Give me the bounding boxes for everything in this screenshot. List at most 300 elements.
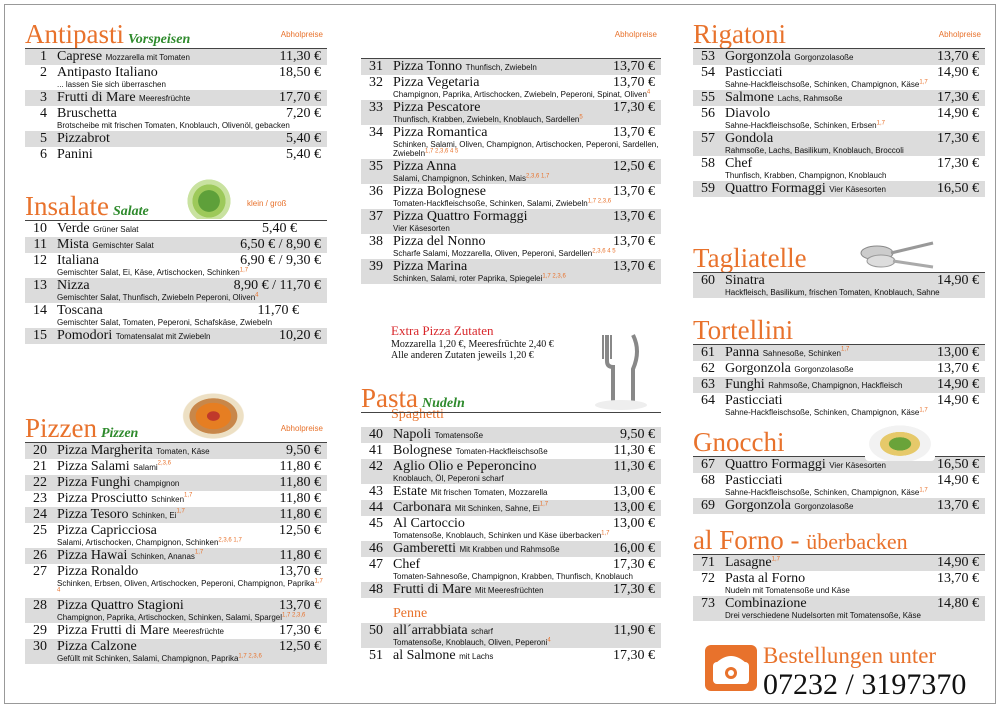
item-number: 20 [33,443,47,458]
item-number: 58 [701,156,715,171]
item-number: 35 [369,159,383,174]
menu-item[interactable] [361,557,661,582]
item-description: ... lassen Sie sich überraschen [57,80,166,89]
item-price: 16,00 € [613,541,655,556]
section-title: Tortellini [693,315,794,345]
menu-item[interactable] [693,273,985,298]
price-column-label: klein / groß [247,199,287,208]
extra-zutaten [391,325,631,361]
item-number: 47 [369,557,383,572]
item-name: Mista [57,237,89,252]
gnocchi-image [865,423,935,461]
item-price: 13,70 € [279,564,321,579]
menu-item[interactable] [693,377,985,393]
item-short-desc: Schinken, Ananas [130,552,195,561]
item-price: 11,30 € [279,49,321,64]
item-price: 5,40 € [286,131,321,146]
menu-item[interactable] [361,75,661,100]
item-number: 4 [40,106,47,121]
item-description: Sahne-Hackfleischsoße, Schinken, Champignon, Käse$^{1,7}$ [725,407,928,417]
item-number: 25 [33,523,47,538]
section-title: al Forno - überbacken [693,525,908,555]
item-short-desc: scharf [471,627,493,636]
item-number: 1 [40,49,47,64]
item-name: Pizza Anna [393,159,457,174]
item-name: Verde [57,221,90,236]
menu-item[interactable] [25,221,327,237]
item-number: 61 [701,345,715,360]
item-name: Pizza Quattro Stagioni [57,598,184,613]
item-short-desc: Vier Käsesorten [829,185,886,194]
item-price: 10,20 € [279,328,321,343]
item-price: 9,50 € [286,443,321,458]
item-description: Nudeln mit Tomatensoße und Käse [725,586,850,595]
item-name: Al Cartoccio [393,516,465,531]
item-price: 11,80 € [279,507,321,522]
item-number: 32 [369,75,383,90]
item-short-desc: Gorgonzolasoße [794,502,854,511]
item-price: 14,80 € [937,596,979,611]
item-name: Pomodori [57,328,113,343]
item-name: Quattro Formaggi [725,181,826,196]
menu-item[interactable] [693,181,985,197]
section-title: Gnocchi [693,427,785,457]
menu-item[interactable] [361,484,661,500]
menu-item[interactable] [25,598,327,623]
item-short-desc: Gorgonzolasoße [794,53,854,62]
item-number: 68 [701,473,715,488]
price-column-label: Abholpreise [614,30,657,39]
menu-section [361,383,661,664]
menu-item[interactable] [693,596,985,621]
item-price: 11,80 € [279,491,321,506]
item-price: 17,70 € [279,90,321,105]
item-number: 30 [33,639,47,654]
item-name: Estate [393,484,428,499]
menu-item[interactable] [25,328,327,344]
item-number: 42 [369,459,383,474]
allergen-note: 4 [547,637,551,644]
menu-item[interactable] [25,459,327,475]
menu-item[interactable] [25,639,327,664]
item-number: 53 [701,49,715,64]
section-title: Pasta Nudeln [361,383,465,413]
order-phone[interactable]: 07232 / 3197370 [763,668,967,701]
item-number: 22 [33,475,47,490]
menu-section [25,413,327,664]
item-name: Lasagne [725,555,772,570]
menu-section [693,427,985,514]
section-subtitle: Salate [112,204,149,219]
menu-section [693,525,985,621]
item-price: 9,50 € [620,427,655,442]
item-number: 62 [701,361,715,376]
item-short-desc: Mit frischen Tomaten, Mozzarella [430,488,548,497]
allergen-note: 1,7 2,3,6 [587,198,612,205]
item-name: Antipasto Italiano [57,65,158,80]
allergen-note: 2,3,6 1,7 [525,173,550,180]
item-name: Bruschetta [57,106,117,121]
item-short-desc: Tomaten, Käse [156,447,210,456]
item-number: 63 [701,377,715,392]
item-name: Bolognese [393,443,453,458]
allergen-note: 2,3,6 4 5 [592,248,616,255]
item-name: Pizza Marina [393,259,468,274]
section-header [25,19,327,49]
allergen-note: 1,7 [601,530,610,537]
menu-item[interactable] [361,648,661,664]
menu-item[interactable] [361,125,661,159]
section-header [693,427,985,457]
item-short-desc: Gemischter Salat [92,241,154,250]
item-number: 69 [701,498,715,513]
item-price: 14,90 € [937,377,979,392]
item-name: Napoli [393,427,432,442]
allergen-note: 1,7 [841,346,850,353]
item-name: Italiana [57,253,99,268]
item-number: 21 [33,459,47,474]
allergen-note: 1,7 [919,79,928,86]
menu-item[interactable] [25,507,327,523]
menu-item[interactable] [361,59,661,75]
item-number: 5 [40,131,47,146]
item-number: 2 [40,65,47,80]
item-number: 12 [33,253,47,268]
section-header [25,191,327,221]
item-price: 17,30 € [937,90,979,105]
extra-title: Extra Pizza Zutaten [391,323,494,338]
item-description: Knoblauch, Öl, Peperoni scharf [393,474,504,483]
item-short-desc: mit Lachs [459,652,494,661]
item-name: Quattro Formaggi [725,457,826,472]
section-subtitle: Pizzen [100,426,139,441]
item-number: 34 [369,125,383,140]
price-column-label: Abholpreise [280,30,323,39]
menu-item[interactable] [693,131,985,156]
menu-page [4,4,996,704]
menu-item[interactable] [693,90,985,106]
item-description: Champignon, Paprika, Artischocken, Zwiebeln, Peperoni, Spinat, Oliven$^4$ [393,89,651,99]
item-description: Thunfisch, Krabben, Zwiebeln, Knoblauch, Sardellen$^5$ [393,114,583,124]
item-price: 12,50 € [613,159,655,174]
item-number: 67 [701,457,715,472]
item-description: Hackfleisch, Basilikum, frischen Tomaten, Knoblauch, Sahne [725,288,940,297]
menu-item[interactable] [361,500,661,516]
menu-item[interactable] [25,237,327,253]
item-description: Gemischter Salat, Thunfisch, Zwiebeln Peperoni, Oliven$^4$ [57,292,259,302]
item-name: Pizza Calzone [57,639,137,654]
item-price: 12,50 € [279,639,321,654]
item-price: 14,90 € [937,473,979,488]
item-description: Rahmsoße, Lachs, Basilikum, Knoblauch, Broccoli [725,146,904,155]
allergen-note: 2,3,6 [157,460,172,467]
item-short-desc: Meeresfrüchte [139,94,191,103]
item-name: Carbonara [393,500,452,515]
item-description: Schinken, Salami, Oliven, Champignon, Artischocken, Peperoni, Sardellen, Zwiebeln$^{1,7 2,3,6 4 5}$ [393,140,659,158]
item-price: 14,90 € [937,555,979,570]
item-name: Chef [725,156,753,171]
menu-item[interactable] [361,259,661,284]
section-header [693,19,985,49]
item-name: Pasta al Forno [725,571,806,586]
salad-image [181,179,237,219]
allergen-note: 1,7 [771,556,780,563]
item-name: Gorgonzola [725,498,791,513]
item-number: 45 [369,516,383,531]
menu-item[interactable] [25,303,327,328]
item-description: Salami, Artischocken, Champignon, Schinken$^{2,3,6 1,7}$ [57,537,242,547]
item-description: Tomaten-Sahnesoße, Champignon, Krabben, Thunfisch, Knoblauch [393,572,634,581]
allergen-note: 1,7 [919,487,928,494]
item-name: Pizza Prosciutto [57,491,148,506]
menu-section [25,191,327,344]
item-name: Pizza Frutti di Mare [57,623,170,638]
item-price: 7,20 € [286,106,321,121]
item-description: Tomatensoße, Knoblauch, Schinken und Käse überbacken$^{1,7}$ [393,530,610,540]
menu-item[interactable] [25,253,327,278]
item-name: Panini [57,147,93,162]
menu-section [693,19,985,197]
item-description: Drei verschiedene Nudelsorten mit Tomatensoße, Käse [725,611,921,620]
menu-item[interactable] [693,49,985,65]
item-short-desc: Thunfisch, Zwiebeln [465,63,537,72]
menu-item[interactable] [361,159,661,184]
item-name: Pizza Margherita [57,443,153,458]
allergen-note: 4 [255,292,259,299]
order-info [763,643,996,701]
item-short-desc: Tomatensalat mit Zwiebeln [115,332,211,341]
item-price: 17,30 € [613,100,655,115]
item-number: 33 [369,100,383,115]
item-description: Gefüllt mit Schinken, Salami, Champignon, Paprika$^{1,7 2,3,6}$ [57,653,262,663]
menu-item[interactable] [361,582,661,598]
menu-item[interactable] [361,623,661,648]
menu-item[interactable] [693,571,985,596]
allergen-note: 1,7 2,3,6 [238,653,262,660]
item-short-desc: Mozzarella mit Tomaten [105,53,190,62]
item-price: 13,70 € [613,184,655,199]
menu-item[interactable] [361,516,661,541]
item-price: 13,70 € [613,125,655,140]
menu-item[interactable] [25,491,327,507]
menu-item[interactable] [693,555,985,571]
menu-item[interactable] [25,443,327,459]
item-short-desc: Rahmsoße, Champignon, Hackfleisch [768,381,903,390]
section-title: Tagliatelle [693,243,807,273]
item-price: 11,80 € [279,459,321,474]
item-name: Gondola [725,131,774,146]
menu-item[interactable] [25,65,327,90]
section-title: Insalate Salate [25,191,149,221]
menu-item[interactable] [361,459,661,484]
item-price: 11,80 € [279,475,321,490]
item-name: Sinatra [725,273,765,288]
menu-item[interactable] [361,234,661,259]
menu-item[interactable] [693,345,985,361]
menu-item[interactable] [361,184,661,209]
phone-icon [705,645,757,691]
item-price: 6,50 € / 8,90 € [240,237,321,252]
item-price: 16,50 € [937,457,979,472]
item-number: 26 [33,548,47,563]
item-price: 17,30 € [613,582,655,597]
menu-item[interactable] [693,457,985,473]
item-short-desc: Lachs, Rahmsoße [777,94,843,103]
item-description: Salami, Champignon, Schinken, Mais$^{2,3,6 1,7}$ [393,173,550,183]
menu-item[interactable] [693,393,985,418]
item-name: all´arrabbiata [393,623,468,638]
section-title-suffix: überbacken [806,529,908,554]
menu-item[interactable] [361,443,661,459]
item-number: 73 [701,596,715,611]
section-header [25,413,327,443]
item-short-desc: Champignon [134,479,180,488]
menu-item[interactable] [25,49,327,65]
item-name: al Salmone [393,648,456,663]
pizza-image [177,389,247,441]
section-header [361,19,661,59]
item-name: Salmone [725,90,774,105]
item-number: 13 [33,278,47,293]
item-number: 36 [369,184,383,199]
item-price: 11,30 € [613,459,655,474]
menu-item[interactable] [25,131,327,147]
item-number: 38 [369,234,383,249]
menu-item[interactable] [693,156,985,181]
item-price: 13,70 € [279,598,321,613]
item-description: Scharfe Salami, Mozzarella, Oliven, Peperoni, Sardellen$^{2,3,6 4 5}$ [393,248,616,258]
item-price: 5,40 € [286,147,321,162]
allergen-note: 1,7 2,3,6 4 5 [425,148,459,155]
item-name: Caprese [57,49,103,64]
item-name: Pizza del Nonno [393,234,486,249]
menu-item[interactable] [25,278,327,303]
menu-item[interactable] [25,564,327,598]
item-name: Pasticciati [725,393,783,408]
item-name: Gorgonzola [725,49,791,64]
menu-item[interactable] [25,90,327,106]
menu-item[interactable] [693,498,985,514]
item-name: Pizza Tonno [393,59,463,74]
item-name: Toscana [57,303,103,318]
item-name: Pizza Hawai [57,548,128,563]
item-price: 13,70 € [937,571,979,586]
item-description: Sahne-Hackfleischsoße, Schinken, Erbsen$^{1,7}$ [725,120,885,130]
item-price: 18,50 € [279,65,321,80]
item-description: Gemischter Salat, Ei, Käse, Artischocken, Schinken$^{1,7}$ [57,267,249,277]
item-price: 11,90 € [613,623,655,638]
item-price: 13,70 € [613,75,655,90]
item-short-desc: Vier Käsesorten [829,461,886,470]
item-number: 23 [33,491,47,506]
item-number: 24 [33,507,47,522]
item-short-desc: Mit Schinken, Sahne, Ei [454,504,540,513]
menu-section [693,243,985,298]
allergen-note: 4 [646,89,651,96]
item-name: Gamberetti [393,541,456,556]
allergen-note: 1,7 2,3,6 [282,612,306,619]
menu-item[interactable] [25,623,327,639]
item-number: 37 [369,209,383,224]
item-short-desc: Sahnesoße, Schinken [762,349,841,358]
item-description: Schinken, Erbsen, Oliven, Artischocken, Peperoni, Champignon, Paprika$^{1,7 4}$ [57,578,323,594]
item-name: Gorgonzola [725,361,791,376]
item-description: Tomatensoße, Knoblauch, Oliven, Peperoni$^4$ [393,637,551,647]
item-description: Schinken, Salami, roter Paprika, Spiegelei$^{1,7 2,3,6}$ [393,273,566,283]
menu-item[interactable] [693,361,985,377]
menu-item[interactable] [25,548,327,564]
section-header [693,315,985,345]
item-price: 16,50 € [937,181,979,196]
item-name: Pasticciati [725,473,783,488]
order-label: Bestellungen unter [763,643,937,668]
menu-section [693,315,985,418]
allergen-note: 1,7 [239,267,249,274]
menu-item[interactable] [693,473,985,498]
item-short-desc: Schinken [151,495,185,504]
item-price: 13,70 € [613,59,655,74]
item-number: 27 [33,564,47,579]
item-name: Pizza Bolognese [393,184,486,199]
allergen-note: 1,7 [176,508,185,515]
item-number: 57 [701,131,715,146]
item-name: Chef [393,557,421,572]
menu-item[interactable] [361,100,661,125]
menu-item[interactable] [361,541,661,557]
item-number: 54 [701,65,715,80]
item-short-desc: Meeresfrüchte [172,627,225,636]
menu-item[interactable] [25,475,327,491]
item-number: 48 [369,582,383,597]
item-number: 3 [40,90,47,105]
item-name: Pizza Salami [57,459,130,474]
section-title: Pizzen Pizzen [25,413,139,443]
allergen-note: 1,7 [184,492,193,499]
item-price: 14,90 € [937,273,979,288]
item-description: Champignon, Paprika, Artischocken, Schinken, Salami, Spargel$^{1,7 2,3,6}$ [57,612,306,622]
item-number: 29 [33,623,47,638]
item-price: 17,30 € [937,131,979,146]
item-name: Pizza Funghi [57,475,131,490]
item-price: 17,30 € [937,156,979,171]
menu-item[interactable] [361,427,661,443]
item-price: 14,90 € [937,106,979,121]
menu-item[interactable] [693,106,985,131]
menu-item[interactable] [25,106,327,131]
price-column-label: Abholpreise [280,424,323,433]
item-name: Pasticciati [725,65,783,80]
item-number: 71 [701,555,715,570]
item-price: 14,90 € [937,65,979,80]
allergen-note: 1,7 [194,549,204,556]
item-number: 51 [369,648,383,663]
item-price: 13,70 € [937,361,979,376]
menu-item[interactable] [25,523,327,548]
section-subtitle: Vorspeisen [128,32,191,47]
item-name: Pizza Pescatore [393,100,481,115]
item-number: 39 [369,259,383,274]
menu-item[interactable] [361,209,661,234]
item-short-desc: Tomaten-Hackfleischsoße [455,447,548,456]
item-short-desc: Mit Meeresfrüchten [475,586,544,595]
section-title: Antipasti Vorspeisen [25,19,191,49]
item-number: 44 [369,500,383,515]
menu-section [25,19,327,163]
allergen-note: 1,7 [876,120,885,127]
menu-item[interactable] [25,147,327,163]
item-number: 72 [701,571,715,586]
menu-item[interactable] [693,65,985,90]
